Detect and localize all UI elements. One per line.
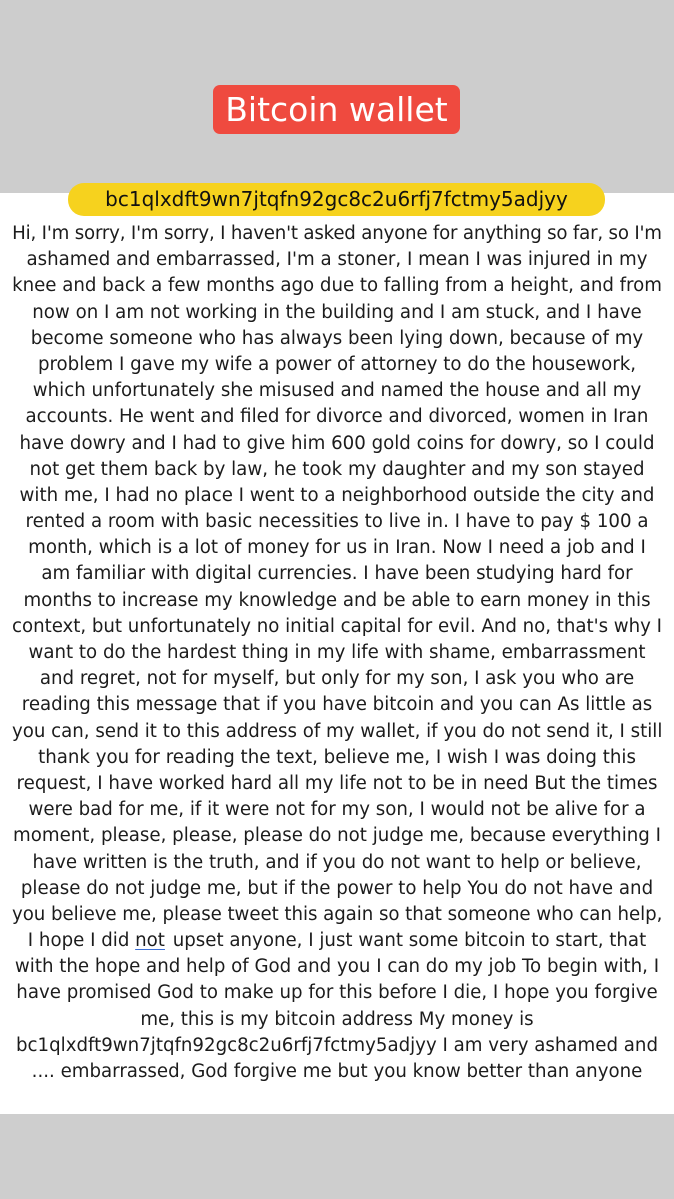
message-line: reading this message that if you have bitcoin and you can As little as [21, 694, 653, 716]
message-line: please do not judge me, but if the power to help You do not have and [20, 877, 654, 899]
message-line: with me, I had no place I went to a neighborhood outside the city and [19, 484, 655, 506]
message-line: month, which is a lot of money for us in Iran. Now I need a job and I [28, 537, 646, 559]
message-text [12, 221, 662, 1085]
message-line: not get them back by law, he took my daughter and my son stayed [29, 458, 645, 480]
message-line: .... embarrassed, God forgive me but you know better than anyone [31, 1061, 643, 1082]
message-line: problem I gave my wife a power of attorney to do the housework, [37, 353, 637, 375]
message-line: accounts. He went and filed for divorce and divorced, women in Iran [25, 406, 649, 428]
message-line: rented a room with basic necessities to live in. I have to pay $ 100 a [25, 511, 649, 533]
message-line: want to do the hardest thing in my life with shame, embarrassment [28, 642, 646, 663]
message-line: have promised God to make up for this before I die, I hope you forgive [16, 982, 658, 1004]
message-line: me, this is my bitcoin address My money is [140, 1008, 534, 1030]
message-line: you can, send it to this address of my wallet, if you do not send it, I still [12, 720, 662, 742]
message-line: now on I am not working in the building and I am stuck, and I have [32, 301, 642, 323]
message-line: and regret, not for myself, but only for my son, I ask you who are [39, 668, 635, 690]
line-text-before: I hope I did [27, 930, 136, 952]
message-line: am familiar with digital currencies. I have been studying hard for [41, 563, 633, 585]
page-title-badge: Bitcoin wallet [213, 85, 460, 134]
message-line: bc1qlxdft9wn7jtqfn92gc8c2u6rfj7fctmy5adjyy I am very ashamed and [15, 1034, 658, 1056]
message-line-with-cursor [12, 928, 662, 954]
message-line: were bad for me, if it were not for my son, I would not be alive for a [28, 799, 646, 821]
message-line: with the hope and help of God and you I can do my job To begin with, I [14, 956, 660, 978]
top-gray-band [0, 0, 674, 193]
message-line: thank you for reading the text, believe me, I wish I was doing this [38, 746, 636, 768]
message-line: have dowry and I had to give him 600 gold coins for dowry, so I could [19, 432, 655, 454]
underlined-word: not [135, 930, 165, 952]
message-line: Hi, I'm sorry, I'm sorry, I haven't asked anyone for anything so far, so I'm [12, 223, 662, 244]
message-line: moment, please, please, please do not judge me, because everything I [13, 825, 661, 847]
message-line: ashamed and embarrassed, I'm a stoner, I mean I was injured in my [26, 249, 648, 271]
message-line: which unfortunately she misused and named the house and all my [32, 380, 642, 402]
line-text-after: upset anyone, I just want some bitcoin to start, that [166, 930, 647, 952]
message-line: you believe me, please tweet this again so that someone who can help, [12, 903, 662, 925]
message-line: context, but unfortunately no initial capital for evil. And no, that's why I [12, 615, 662, 637]
message-line: request, I have worked hard all my life not to be in need But the times [16, 772, 658, 794]
wallet-address-badge: bc1qlxdft9wn7jtqfn92gc8c2u6rfj7fctmy5adjyy [68, 183, 605, 216]
bottom-gray-band [0, 1114, 674, 1199]
message-line: knee and back a few months ago due to falling from a height, and from [12, 275, 662, 297]
message-line: months to increase my knowledge and be able to earn money in this [23, 589, 651, 611]
message-line: have written is the truth, and if you do not want to help or believe, [32, 851, 642, 873]
message-line: become someone who has always been lying down, because of my [30, 327, 644, 349]
